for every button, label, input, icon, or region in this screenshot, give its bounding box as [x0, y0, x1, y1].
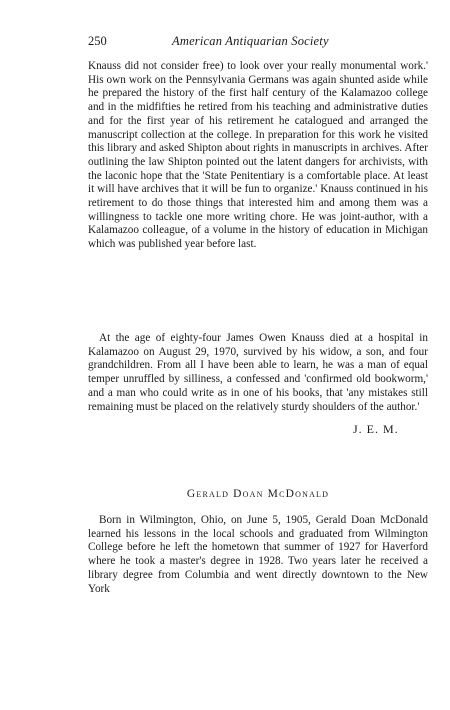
author-initials: J. E. M.	[353, 422, 399, 436]
paragraph-continuation	[88, 60, 428, 252]
paragraph-text: Knauss did not consider free) to look over your really monumental work.' His own work on the Pennsylvania Germans was again shunted aside while he prepared the history of the first half century of the Kalamazoo college and in the midfifties he retired from his teaching and administrative duties and for the first year of his retirement he catalogued and arranged the manuscript collection at the college. In preparation for this work he visited this library and asked Shipton about rights in manuscripts in archives. After outlining the law Shipton pointed out the latent dangers for archivists, with the laconic hope that the 'State Penitentiary is a comfortable place. At least it will have archives that it will be fun to organize.' Knauss continued in his retirement to do those things that interested him and among them was a willingness to tackle one more writing chore. He was joint-author, with a Kalamazoo colleague, of a volume in the history of education in Michigan which was published year before last.	[88, 60, 428, 251]
paragraph-obituary-close	[88, 332, 428, 414]
paragraph-new-obituary	[88, 514, 428, 596]
section-heading: Gerald Doan McDonald	[186, 488, 330, 500]
journal-title: American Antiquarian Society	[172, 34, 329, 48]
paragraph-text: At the age of eighty-four James Owen Knauss died at a hospital in Kalamazoo on August 29, 1970, survived by his widow, a son, and four grandchildren. From all I have been able to learn, he was a man of equal temper unruffled by silliness, a confessed and 'confirmed old bookworm,' and a man who could write as in one of his books, that 'any mistakes still remaining must be placed on the relatively sturdy shoulders of the author.'	[88, 332, 428, 413]
paragraph-text: Born in Wilmington, Ohio, on June 5, 1905, Gerald Doan McDonald learned his lessons in the local schools and graduated from Wilmington College before he left the hometown that summer of 1927 for Haverford where he took a master's degree in 1928. Two years later he received a library degree from Columbia and went directly downtown to the New York	[88, 514, 428, 595]
running-head	[88, 34, 424, 50]
page-number: 250	[88, 34, 107, 48]
